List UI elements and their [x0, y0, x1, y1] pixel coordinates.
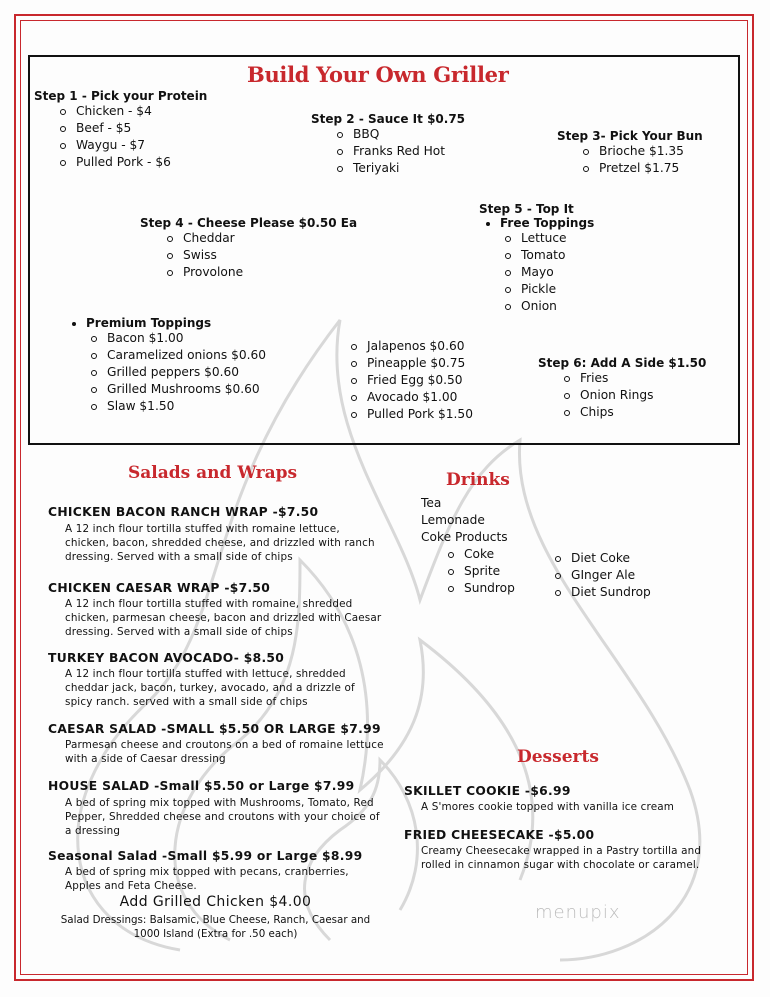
premium-toppings-label: Premium Toppings — [72, 316, 266, 330]
salads-heading: Salads and Wraps — [128, 463, 298, 483]
list-item: Jalapenos $0.60 — [351, 338, 473, 355]
menu-item-name: HOUSE SALAD -Small $5.50 or Large $7.99 — [48, 779, 355, 793]
list-item: Sprite — [448, 563, 515, 580]
list-item: GInger Ale — [555, 567, 651, 584]
step5-heading: Step 5 - Top It — [479, 202, 574, 216]
free-toppings-list — [505, 230, 594, 315]
list-item: Waygu - $7 — [60, 137, 207, 154]
drinks-heading: Drinks — [446, 470, 510, 490]
list-item: Franks Red Hot — [337, 143, 465, 160]
list-item: Pulled Pork - $6 — [60, 154, 207, 171]
list-item: Grilled peppers $0.60 — [91, 364, 266, 381]
list-item: Lettuce — [505, 230, 594, 247]
watermark-logo: menupix — [535, 902, 621, 923]
list-item: Mayo — [505, 264, 594, 281]
list-item: Fries — [564, 370, 706, 387]
list-item: Pretzel $1.75 — [583, 160, 703, 177]
menu-item-name: CHICKEN BACON RANCH WRAP -$7.50 — [48, 505, 319, 519]
list-item: Cheddar — [167, 230, 357, 247]
menu-item-name: SKILLET COOKIE -$6.99 — [404, 784, 571, 798]
list-item: Diet Sundrop — [555, 584, 651, 601]
step6-heading: Step 6: Add A Side $1.50 — [538, 356, 707, 370]
free-toppings-label: Free Toppings — [486, 216, 594, 230]
add-chicken-note: Add Grilled Chicken $4.00 — [119, 894, 312, 910]
menu-item-name: Seasonal Salad -Small $5.99 or Large $8.99 — [48, 849, 363, 863]
step3-list — [583, 143, 703, 177]
step4-heading: Step 4 - Cheese Please $0.50 Ea — [140, 216, 358, 230]
diet-products-list — [555, 550, 651, 601]
step1-section — [34, 89, 207, 171]
list-item: Chicken - $4 — [60, 103, 207, 120]
menu-item-desc: A 12 inch flour tortilla stuffed with romaine, shredded chicken, parmesan cheese, bacon and drizzled with Caesar dressing. Served with a small side of chips — [65, 598, 382, 638]
list-item: Bacon $1.00 — [91, 330, 266, 347]
premium-toppings-section — [72, 316, 266, 415]
list-item: Slaw $1.50 — [91, 398, 266, 415]
salad-dressings-note: Salad Dressings: Balsamic, Blue Cheese, Ranch, Caesar and 1000 Island (Extra for .50 each) — [60, 914, 371, 940]
menu-item-name: FRIED CHEESECAKE -$5.00 — [404, 828, 595, 842]
list-item: Onion — [505, 298, 594, 315]
list-item: Swiss — [167, 247, 357, 264]
menu-item-desc: A 12 inch flour tortilla stuffed with romaine lettuce, chicken, bacon, shredded cheese, and drizzled with ranch dressing. Served with a small side of chips — [65, 523, 375, 563]
list-item: Brioche $1.35 — [583, 143, 703, 160]
step4-list — [167, 230, 357, 281]
menu-item-name: CAESAR SALAD -SMALL $5.50 OR LARGE $7.99 — [48, 722, 381, 736]
step6-section — [538, 356, 706, 421]
premium-list-2 — [351, 338, 473, 423]
step3-heading: Step 3- Pick Your Bun — [557, 129, 703, 143]
menu-item-desc: A 12 inch flour tortilla stuffed with lettuce, shredded cheddar jack, bacon, turkey, avocado, and a drizzle of spicy ranch. served with a small side of chips — [65, 668, 355, 708]
coke-products-list — [448, 546, 515, 597]
premium-list-1 — [91, 330, 266, 415]
drink-item: Coke Products — [421, 530, 508, 544]
list-item: Provolone — [167, 264, 357, 281]
list-item: BBQ — [337, 126, 465, 143]
list-item: Tomato — [505, 247, 594, 264]
list-item: Caramelized onions $0.60 — [91, 347, 266, 364]
menu-item-desc: Parmesan cheese and croutons on a bed of romaine lettuce with a side of Caesar dressing — [65, 739, 384, 765]
step6-list — [564, 370, 706, 421]
step5-section — [479, 202, 594, 315]
list-item: Diet Coke — [555, 550, 651, 567]
menu-item-desc: A S'mores cookie topped with vanilla ice cream — [421, 801, 675, 813]
menu-item-desc: Creamy Cheesecake wrapped in a Pastry tortilla and rolled in cinnamon sugar with chocolate or caramel. — [421, 845, 702, 871]
list-item: Pulled Pork $1.50 — [351, 406, 473, 423]
list-item: Beef - $5 — [60, 120, 207, 137]
menu-item-name: TURKEY BACON AVOCADO- $8.50 — [48, 651, 285, 665]
step2-section — [311, 112, 465, 177]
list-item: Sundrop — [448, 580, 515, 597]
list-item: Grilled Mushrooms $0.60 — [91, 381, 266, 398]
drinks-section — [421, 495, 515, 597]
step2-list — [337, 126, 465, 177]
list-item: Onion Rings — [564, 387, 706, 404]
desserts-heading: Desserts — [517, 747, 599, 767]
menu-item-name: CHICKEN CAESAR WRAP -$7.50 — [48, 581, 271, 595]
list-item: Fried Egg $0.50 — [351, 372, 473, 389]
list-item: Teriyaki — [337, 160, 465, 177]
step3-section — [557, 129, 703, 177]
menu-item-desc: A bed of spring mix topped with pecans, cranberries, Apples and Feta Cheese. — [65, 866, 349, 892]
drink-item: Lemonade — [421, 513, 485, 527]
menu-item-desc: A bed of spring mix topped with Mushrooms, Tomato, Red Pepper, Shredded cheese and croutons with your choice of a dressing — [65, 797, 380, 837]
list-item: Coke — [448, 546, 515, 563]
drink-item: Tea — [421, 496, 442, 510]
step1-list — [60, 103, 207, 171]
step1-heading: Step 1 - Pick your Protein — [34, 89, 208, 103]
list-item: Chips — [564, 404, 706, 421]
page-title: Build Your Own Griller — [247, 62, 509, 87]
step4-section — [140, 216, 357, 281]
list-item: Pineapple $0.75 — [351, 355, 473, 372]
list-item: Pickle — [505, 281, 594, 298]
list-item: Avocado $1.00 — [351, 389, 473, 406]
step2-heading: Step 2 - Sauce It $0.75 — [311, 112, 466, 126]
